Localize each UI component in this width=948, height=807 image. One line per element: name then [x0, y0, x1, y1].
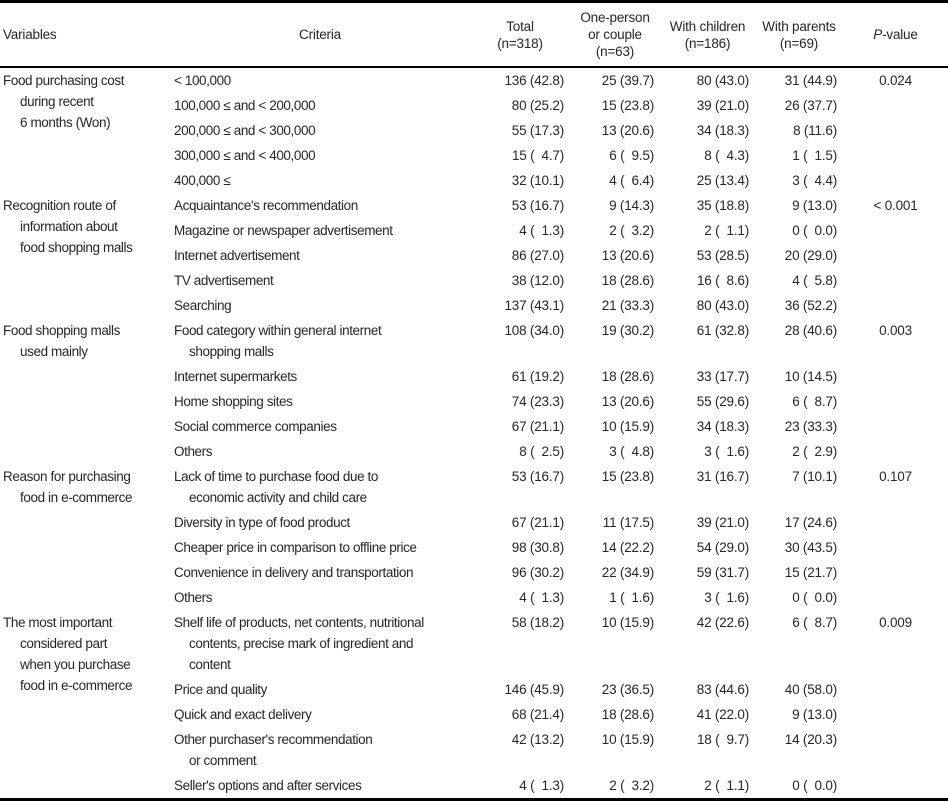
- with-parents-cell: 3 ( 4.4): [792, 173, 837, 188]
- variables-cell: Recognition route of information about food shopping malls: [3, 198, 133, 255]
- with-parents-cell: 6 ( 8.7): [792, 615, 837, 630]
- one-person-cell: 4 ( 6.4): [609, 173, 654, 188]
- criteria-cell: Quick and exact delivery: [174, 707, 312, 722]
- with-parents-cell: 0 ( 0.0): [792, 590, 837, 605]
- col-header-with-children: With children (n=186): [660, 2, 755, 68]
- criteria-cell: Social commerce companies: [174, 419, 337, 434]
- criteria-cell: < 100,000: [174, 73, 231, 88]
- total-cell: 146 (45.9): [504, 682, 564, 697]
- one-person-cell: 10 (15.9): [601, 615, 654, 630]
- col-header-criteria: Criteria: [170, 2, 470, 68]
- criteria-cell: Convenience in delivery and transportation: [174, 565, 414, 580]
- table-row: [0, 318, 948, 364]
- one-person-cell: 10 (15.9): [601, 732, 654, 747]
- one-person-cell: 2 ( 3.2): [609, 223, 654, 238]
- col-header-p-value: P-value: [843, 2, 948, 68]
- criteria-cell: Seller's options and after services: [174, 778, 362, 793]
- one-person-cell: 14 (22.2): [601, 540, 654, 555]
- with-parents-cell: 2 ( 2.9): [792, 444, 837, 459]
- one-person-cell: 11 (17.5): [602, 515, 654, 530]
- with-children-cell: 39 (21.0): [696, 515, 749, 530]
- with-parents-cell: 6 ( 8.7): [792, 394, 837, 409]
- criteria-cell: 400,000 ≤: [174, 173, 231, 188]
- with-children-cell: 16 ( 8.6): [696, 273, 749, 288]
- one-person-cell: 10 (15.9): [601, 419, 654, 434]
- total-cell: 136 (42.8): [504, 73, 564, 88]
- with-children-cell: 33 (17.7): [696, 369, 749, 384]
- table-row: [0, 464, 948, 510]
- total-cell: 53 (16.7): [511, 469, 564, 484]
- criteria-cell: 100,000 ≤ and < 200,000: [174, 98, 316, 113]
- with-parents-cell: 4 ( 5.8): [792, 273, 837, 288]
- with-children-cell: 55 (29.6): [696, 394, 749, 409]
- total-cell: 55 (17.3): [511, 123, 564, 138]
- with-children-cell: 3 ( 1.6): [704, 444, 749, 459]
- with-parents-cell: 10 (14.5): [784, 369, 837, 384]
- p-value-cell: 0.003: [879, 323, 912, 338]
- total-cell: 67 (21.1): [511, 515, 564, 530]
- with-parents-cell: 20 (29.0): [784, 248, 837, 263]
- one-person-cell: 25 (39.7): [601, 73, 654, 88]
- with-children-cell: 34 (18.3): [696, 419, 749, 434]
- with-children-cell: 80 (43.0): [696, 73, 749, 88]
- criteria-cell: Lack of time to purchase food due to economic activity and child care: [174, 469, 378, 505]
- total-cell: 61 (19.2): [511, 369, 564, 384]
- criteria-cell: Magazine or newspaper advertisement: [174, 223, 393, 238]
- total-cell: 68 (21.4): [511, 707, 564, 722]
- with-parents-cell: 30 (43.5): [784, 540, 837, 555]
- with-parents-cell: 0 ( 0.0): [792, 223, 837, 238]
- criteria-cell: 200,000 ≤ and < 300,000: [174, 123, 316, 138]
- total-cell: 67 (21.1): [511, 419, 564, 434]
- with-parents-cell: 14 (20.3): [784, 732, 837, 747]
- with-children-cell: 61 (32.8): [696, 323, 749, 338]
- with-children-cell: 31 (16.7): [696, 469, 749, 484]
- total-cell: 96 (30.2): [511, 565, 564, 580]
- one-person-cell: 9 (14.3): [609, 198, 654, 213]
- with-parents-cell: 28 (40.6): [784, 323, 837, 338]
- one-person-cell: 19 (30.2): [601, 323, 654, 338]
- criteria-cell: Home shopping sites: [174, 394, 293, 409]
- criteria-cell: Acquaintance's recommendation: [174, 198, 358, 213]
- with-children-cell: 80 (43.0): [696, 298, 749, 313]
- one-person-cell: 18 (28.6): [601, 707, 654, 722]
- total-cell: 74 (23.3): [511, 394, 564, 409]
- table-row: [0, 193, 948, 218]
- col-header-one-person: One-person or couple (n=63): [570, 2, 660, 68]
- with-parents-cell: 0 ( 0.0): [792, 778, 837, 793]
- criteria-cell: Searching: [174, 298, 232, 313]
- one-person-cell: 15 (23.8): [601, 469, 654, 484]
- one-person-cell: 23 (36.5): [601, 682, 654, 697]
- with-parents-cell: 8 (11.6): [793, 123, 837, 138]
- with-children-cell: 2 ( 1.1): [704, 223, 749, 238]
- with-children-cell: 3 ( 1.6): [704, 590, 749, 605]
- criteria-cell: Others: [174, 444, 213, 459]
- variables-cell: Food shopping malls used mainly: [3, 323, 120, 359]
- with-parents-cell: 9 (13.0): [792, 707, 837, 722]
- criteria-cell: Price and quality: [174, 682, 268, 697]
- with-parents-cell: 26 (37.7): [784, 98, 837, 113]
- with-children-cell: 54 (29.0): [696, 540, 749, 555]
- one-person-cell: 13 (20.6): [601, 123, 654, 138]
- total-cell: 98 (30.8): [511, 540, 564, 555]
- with-children-cell: 59 (31.7): [696, 565, 749, 580]
- with-children-cell: 83 (44.6): [696, 682, 749, 697]
- total-cell: 108 (34.0): [504, 323, 564, 338]
- total-cell: 42 (13.2): [511, 732, 564, 747]
- total-cell: 53 (16.7): [511, 198, 564, 213]
- criteria-cell: Internet advertisement: [174, 248, 300, 263]
- variables-cell: The most important considered part when you purchase food in e-commerce: [3, 615, 133, 693]
- p-value-cell: 0.009: [879, 615, 912, 630]
- with-children-cell: 39 (21.0): [696, 98, 749, 113]
- one-person-cell: 2 ( 3.2): [609, 778, 654, 793]
- header-row: [0, 2, 948, 68]
- total-cell: 15 ( 4.7): [511, 148, 564, 163]
- criteria-cell: Others: [174, 590, 213, 605]
- with-children-cell: 35 (18.8): [696, 198, 749, 213]
- total-cell: 86 (27.0): [511, 248, 564, 263]
- criteria-cell: Shelf life of products, net contents, nutritional contents, precise mark of ingredient and content: [174, 615, 424, 672]
- total-cell: 4 ( 1.3): [519, 223, 564, 238]
- criteria-cell: Internet supermarkets: [174, 369, 297, 384]
- one-person-cell: 1 ( 1.6): [609, 590, 654, 605]
- with-parents-cell: 36 (52.2): [784, 298, 837, 313]
- table-row: [0, 67, 948, 93]
- with-children-cell: 18 ( 9.7): [696, 732, 749, 747]
- col-header-variables: Variables: [0, 2, 170, 68]
- with-parents-cell: 40 (58.0): [784, 682, 837, 697]
- one-person-cell: 13 (20.6): [601, 248, 654, 263]
- criteria-cell: TV advertisement: [174, 273, 274, 288]
- one-person-cell: 15 (23.8): [601, 98, 654, 113]
- col-header-with-parents: With parents (n=69): [755, 2, 843, 68]
- total-cell: 137 (43.1): [504, 298, 564, 313]
- criteria-cell: 300,000 ≤ and < 400,000: [174, 148, 316, 163]
- criteria-cell: Diversity in type of food product: [174, 515, 350, 530]
- col-header-total: Total (n=318): [470, 2, 570, 68]
- p-value-cell: < 0.001: [873, 198, 918, 213]
- total-cell: 4 ( 1.3): [519, 778, 564, 793]
- one-person-cell: 6 ( 9.5): [609, 148, 654, 163]
- with-parents-cell: 17 (24.6): [784, 515, 837, 530]
- with-children-cell: 41 (22.0): [696, 707, 749, 722]
- total-cell: 58 (18.2): [511, 615, 564, 630]
- with-parents-cell: 9 (13.0): [792, 198, 837, 213]
- one-person-cell: 3 ( 4.8): [609, 444, 654, 459]
- one-person-cell: 13 (20.6): [601, 394, 654, 409]
- one-person-cell: 18 (28.6): [601, 369, 654, 384]
- total-cell: 8 ( 2.5): [519, 444, 564, 459]
- one-person-cell: 18 (28.6): [601, 273, 654, 288]
- variables-cell: Food purchasing cost during recent 6 months (Won): [3, 73, 125, 130]
- with-parents-cell: 23 (33.3): [784, 419, 837, 434]
- with-children-cell: 2 ( 1.1): [704, 778, 749, 793]
- p-value-cell: 0.024: [879, 73, 912, 88]
- criteria-cell: Cheaper price in comparison to offline price: [174, 540, 417, 555]
- p-value-cell: 0.107: [879, 469, 912, 484]
- with-children-cell: 34 (18.3): [696, 123, 749, 138]
- with-children-cell: 8 ( 4.3): [704, 148, 749, 163]
- total-cell: 38 (12.0): [511, 273, 564, 288]
- with-parents-cell: 1 ( 1.5): [792, 148, 837, 163]
- with-parents-cell: 15 (21.7): [784, 565, 837, 580]
- criteria-cell: Other purchaser's recommendation or comment: [174, 732, 373, 768]
- total-cell: 80 (25.2): [511, 98, 564, 113]
- one-person-cell: 21 (33.3): [601, 298, 654, 313]
- with-children-cell: 53 (28.5): [696, 248, 749, 263]
- with-parents-cell: 7 (10.1): [792, 469, 837, 484]
- with-children-cell: 42 (22.6): [696, 615, 749, 630]
- variables-cell: Reason for purchasing food in e-commerce: [3, 469, 133, 505]
- with-parents-cell: 31 (44.9): [784, 73, 837, 88]
- with-children-cell: 25 (13.4): [696, 173, 749, 188]
- table-row: [0, 610, 948, 677]
- one-person-cell: 22 (34.9): [601, 565, 654, 580]
- total-cell: 4 ( 1.3): [519, 590, 564, 605]
- total-cell: 32 (10.1): [511, 173, 564, 188]
- criteria-cell: Food category within general internet shopping malls: [174, 323, 382, 359]
